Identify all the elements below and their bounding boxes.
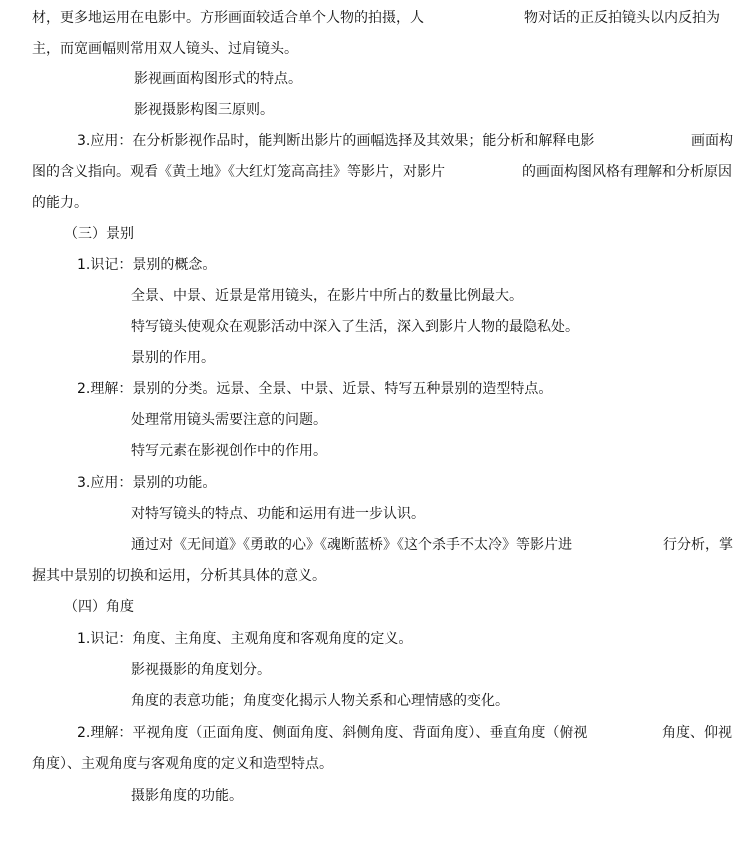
text-segment: 角度、仰视	[662, 725, 732, 741]
text-segment: 角度的表意功能；角度变化揭示人物关系和心理情感的变化。	[131, 693, 509, 709]
text-line	[77, 129, 737, 153]
text-segment: 2.理解：景别的分类。远景、全景、中景、近景、特写五种景别的造型特点。	[77, 381, 553, 397]
text-segment: 的能力。	[32, 195, 88, 211]
text-segment: 景别的作用。	[131, 350, 215, 366]
text-segment: 1.识记：景别的概念。	[77, 257, 217, 273]
text-segment: 特写镜头使观众在观影活动中深入了生活，深入到影片人物的最隐私处。	[131, 319, 579, 335]
text-segment: 1.识记：角度、主角度、主观角度和客观角度的定义。	[77, 631, 413, 647]
text-segment: 对特写镜头的特点、功能和运用有进一步认识。	[131, 506, 425, 522]
text-segment: 物对话的正反拍镜头以内反拍为	[524, 10, 720, 26]
text-line	[77, 721, 737, 745]
text-segment: 摄影角度的功能。	[131, 788, 243, 804]
text-segment: 通过对《无间道》《勇敢的心》《魂断蓝桥》《这个杀手不太冷》等影片进	[131, 537, 572, 553]
text-segment: 画面构	[691, 133, 733, 149]
text-segment: 角度）、主观角度与客观角度的定义和造型特点。	[32, 756, 333, 772]
text-segment: 握其中景别的切换和运用，分析其具体的意义。	[32, 568, 326, 584]
text-segment: 行分析，掌	[663, 537, 733, 553]
text-line	[32, 160, 747, 184]
text-segment: 图的含义指向。观看《黄土地》《大红灯笼高高挂》等影片，对影片	[32, 164, 445, 180]
text-line	[32, 6, 747, 30]
text-segment: 3.应用：景别的功能。	[77, 475, 217, 491]
text-segment: 特写元素在影视创作中的作用。	[131, 443, 327, 459]
text-segment: 影视画面构图形式的特点。	[134, 71, 302, 87]
text-segment: （三）景别	[64, 226, 134, 242]
text-segment: 3.应用：在分析影视作品时，能判断出影片的画幅选择及其效果；能分析和解释电影	[77, 133, 595, 149]
text-segment: 处理常用镜头需要注意的问题。	[131, 412, 327, 428]
text-segment: 材，更多地运用在电影中。方形画面较适合单个人物的拍摄，人	[32, 10, 424, 26]
text-segment: （四）角度	[64, 599, 134, 615]
text-segment: 主，而宽画幅则常用双人镜头、过肩镜头。	[32, 41, 298, 57]
text-segment: 影视摄影构图三原则。	[134, 102, 274, 118]
text-segment: 影视摄影的角度划分。	[131, 662, 271, 678]
text-line	[131, 533, 736, 557]
text-segment: 的画面构图风格有理解和分析原因	[522, 164, 732, 180]
text-segment: 全景、中景、近景是常用镜头，在影片中所占的数量比例最大。	[131, 288, 523, 304]
text-segment: 2.理解：平视角度（正面角度、侧面角度、斜侧角度、背面角度）、垂直角度（俯视	[77, 725, 588, 741]
